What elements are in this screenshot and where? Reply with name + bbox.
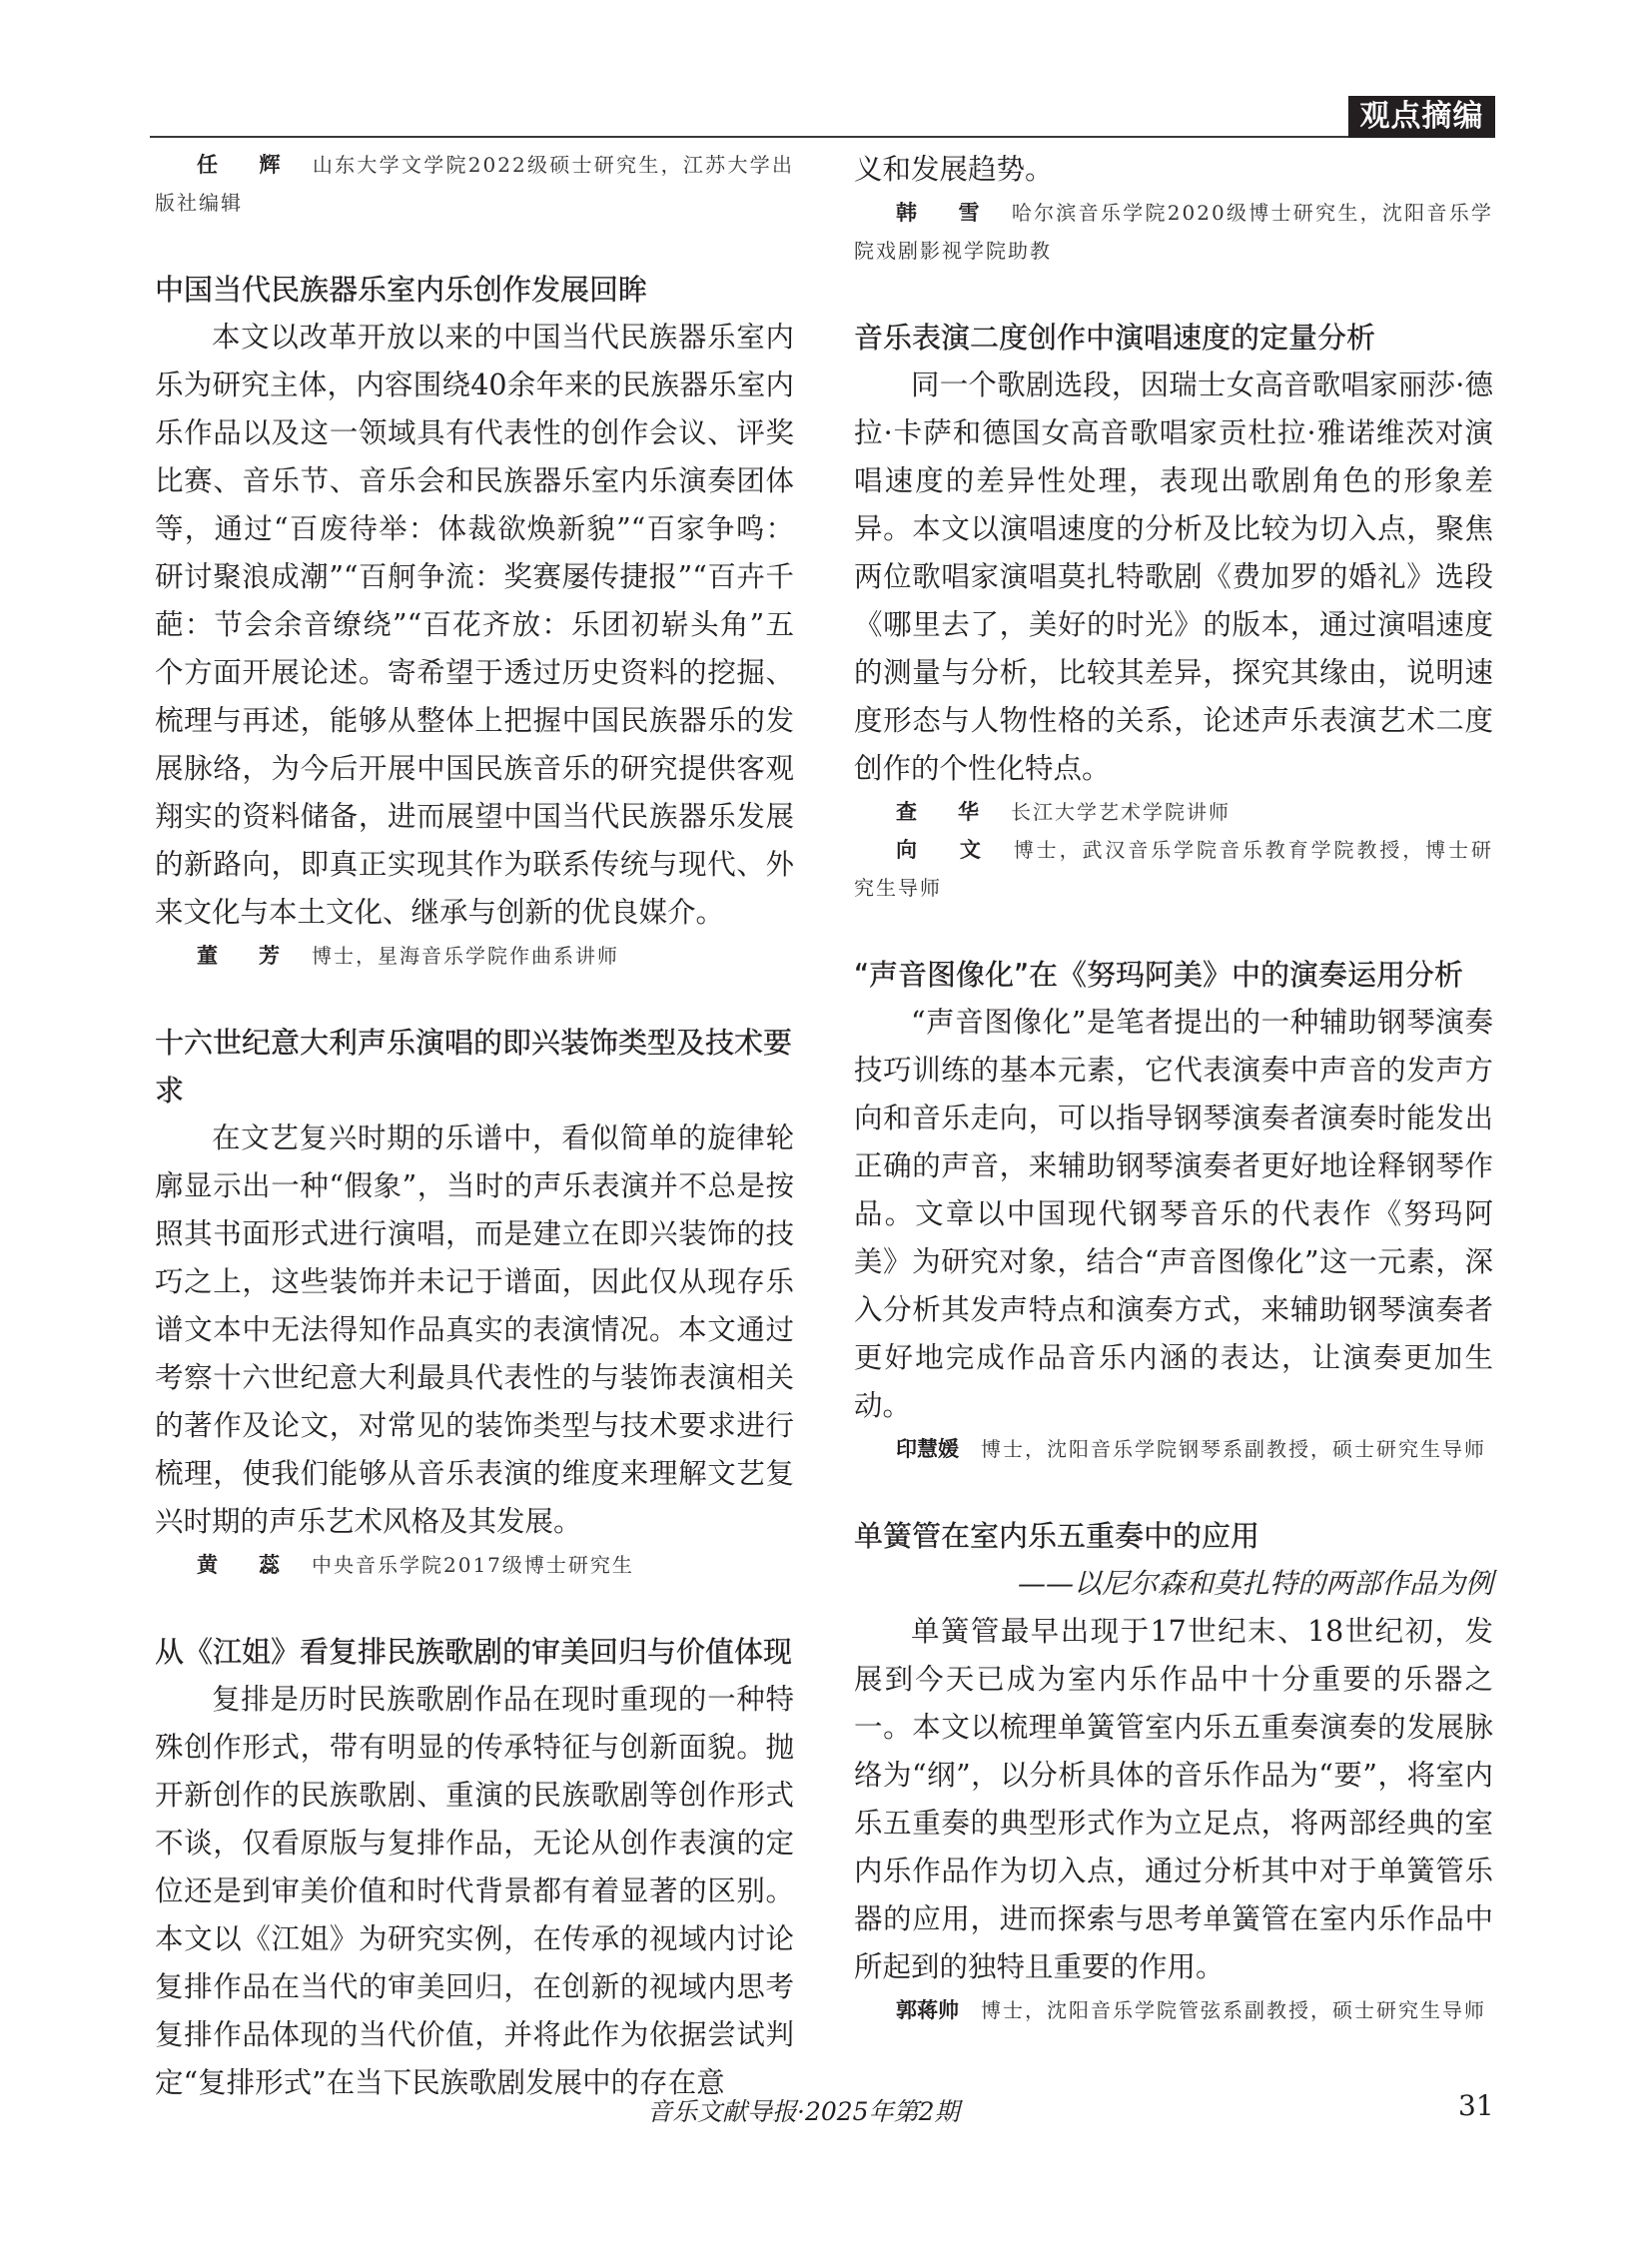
article-abstract: 单簧管最早出现于17世纪末、18世纪初，发展到今天已成为室内乐作品中十分重要的乐器之一。本文以梳理单簧管室内乐五重奏演奏的发展脉络为“纲”，以分析具体的音乐作品为“要”，将室内乐五重奏的典型形式作为立足点，将两部经典的室内乐作品作为切入点，通过分析其中对于单簧管乐器的应用，进而探索与思考单簧管在室内乐作品中所起到的独特且重要的作用。 xyxy=(854,1615,1493,1983)
author-name: 郭蒋帅 xyxy=(896,1998,959,2022)
article xyxy=(854,1512,1493,2029)
author-affiliation: 中央音乐学院2017级博士研究生 xyxy=(312,1553,634,1577)
article-abstract: 本文以改革开放以来的中国当代民族器乐室内乐为研究主体，内容围绕40余年来的民族器乐室内乐作品以及这一领域具有代表性的创作会议、评奖比赛、音乐节、音乐会和民族器乐室内乐演奏团体等，通过“百废待举：体裁欲焕新貌”“百家争鸣：研讨聚浪成潮”“百舸争流：奖赛屡传捷报”“百卉千葩：节会余音缭绕”“百花齐放：乐团初崭头角”五个方面开展论述。寄希望于透过历史资料的挖掘、梳理与再述，能够从整体上把握中国民族器乐的发展脉络，为今后开展中国民族音乐的研究提供客观翔实的资料储备，进而展望中国当代民族器乐发展的新路向，即真正实现其作为联系传统与现代、外来文化与本土文化、继承与创新的优良媒介。 xyxy=(155,321,794,929)
author-name: 印慧媛 xyxy=(896,1437,959,1461)
page-number: 31 xyxy=(1458,2089,1494,2122)
header-rule xyxy=(150,136,1348,138)
author-name: 董 芳 xyxy=(197,944,290,968)
article-abstract: 在文艺复兴时期的乐谱中，看似简单的旋律轮廓显示出一种“假象”，当时的声乐表演并不总是按照其书面形式进行演唱，而是建立在即兴装饰的技巧之上，这些装饰并未记于谱面，因此仅从现存乐谱文本中无法得知作品真实的表演情况。本文通过考察十六世纪意大利最具代表性的与装饰表演相关的著作及论文，对常见的装饰类型与技术要求进行梳理，使我们能够从音乐表演的维度来理解文艺复兴时期的声乐艺术风格及其发展。 xyxy=(155,1121,794,1538)
article-abstract: 同一个歌剧选段，因瑞士女高音歌唱家丽莎·德拉·卡萨和德国女高音歌唱家贡杜拉·雅诺维茨对演唱速度的差异性处理，表现出歌剧角色的形象差异。本文以演唱速度的分析及比较为切入点，聚焦两位歌唱家演唱莫扎特歌剧《费加罗的婚礼》选段《哪里去了，美好的时光》的版本，通过演唱速度的测量与分析，比较其差异，探究其缘由，说明速度形态与人物性格的关系，论述声乐表演艺术二度创作的个性化特点。 xyxy=(854,369,1493,785)
article-title: 音乐表演二度创作中演唱速度的定量分析 xyxy=(854,321,1376,355)
author-affiliation: 博士，沈阳音乐学院管弦系副教授，硕士研究生导师 xyxy=(981,1998,1486,2022)
article xyxy=(854,951,1493,1468)
section-badge: 观点摘编 xyxy=(1348,96,1495,138)
author-line xyxy=(854,1430,1493,1468)
article-title: 中国当代民族器乐室内乐创作发展回眸 xyxy=(155,273,648,307)
footer-journal-name: 音乐文献导报·2025年第2期 xyxy=(647,2097,960,2126)
author-line xyxy=(854,1991,1493,2029)
author-name: 黄 蕊 xyxy=(197,1553,290,1577)
author-affiliation: 山东大学文学院2022级硕士研究生，江苏大学出版社编辑 xyxy=(155,153,795,215)
author-line xyxy=(854,194,1493,270)
author-affiliation: 博士，沈阳音乐学院钢琴系副教授，硕士研究生导师 xyxy=(981,1437,1486,1461)
author-line xyxy=(155,937,794,975)
author-affiliation: 哈尔滨音乐学院2020级博士研究生，沈阳音乐学院戏剧影视学院助教 xyxy=(854,201,1494,263)
author-name: 任 辉 xyxy=(197,153,291,177)
author-name: 查 华 xyxy=(896,800,989,824)
left-column xyxy=(155,146,794,2107)
article xyxy=(854,314,1493,907)
author-name: 向 文 xyxy=(896,838,992,862)
author-line xyxy=(854,831,1493,907)
carryover-text: 义和发展趋势。 xyxy=(854,153,1054,186)
article-title: 十六世纪意大利声乐演唱的即兴装饰类型及技术要求 xyxy=(155,1026,793,1108)
author-name: 韩 雪 xyxy=(896,201,990,225)
article-abstract: “声音图像化”是笔者提出的一种辅助钢琴演奏技巧训练的基本元素，它代表演奏中声音的发声方向和音乐走向，可以指导钢琴演奏者演奏时能发出正确的声音，来辅助钢琴演奏者更好地诠释钢琴作品。文章以中国现代钢琴音乐的代表作《努玛阿美》为研究对象，结合“声音图像化”这一元素，深入分析其发声特点和演奏方式，来辅助钢琴演奏者更好地完成作品音乐内涵的表达，让演奏更加生动。 xyxy=(854,1006,1493,1422)
article xyxy=(155,266,794,975)
article xyxy=(155,1019,794,1584)
author-affiliation: 长江大学艺术学院讲师 xyxy=(1011,800,1231,824)
article xyxy=(155,1628,794,2107)
author-line xyxy=(854,793,1493,831)
author-affiliation: 博士，武汉音乐学院音乐教育学院教授，博士研究生导师 xyxy=(854,838,1494,900)
right-column xyxy=(854,146,1493,2029)
article-subtitle: ——以尼尔森和莫扎特的两部作品为例 xyxy=(1017,1567,1493,1600)
article-title: 单簧管在室内乐五重奏中的应用 xyxy=(854,1519,1260,1553)
article-title: 从《江姐》看复排民族歌剧的审美回归与价值体现 xyxy=(155,1635,793,1669)
author-line xyxy=(155,1546,794,1584)
author-line xyxy=(155,146,794,222)
author-affiliation: 博士，星海音乐学院作曲系讲师 xyxy=(312,944,619,968)
article-title: “声音图像化”在《努玛阿美》中的演奏运用分析 xyxy=(854,958,1464,992)
article-abstract: 复排是历时民族歌剧作品在现时重现的一种特殊创作形式，带有明显的传承特征与创新面貌。抛开新创作的民族歌剧、重演的民族歌剧等创作形式不谈，仅看原版与复排作品，无论从创作表演的定位还是到审美价值和时代背景都有着显著的区别。本文以《江姐》为研究实例，在传承的视域内讨论复排作品在当代的审美回归，在创新的视域内思考复排作品体现的当代价值，并将此作为依据尝试判定“复排形式”在当下民族歌剧发展中的存在意 xyxy=(155,1683,794,2099)
